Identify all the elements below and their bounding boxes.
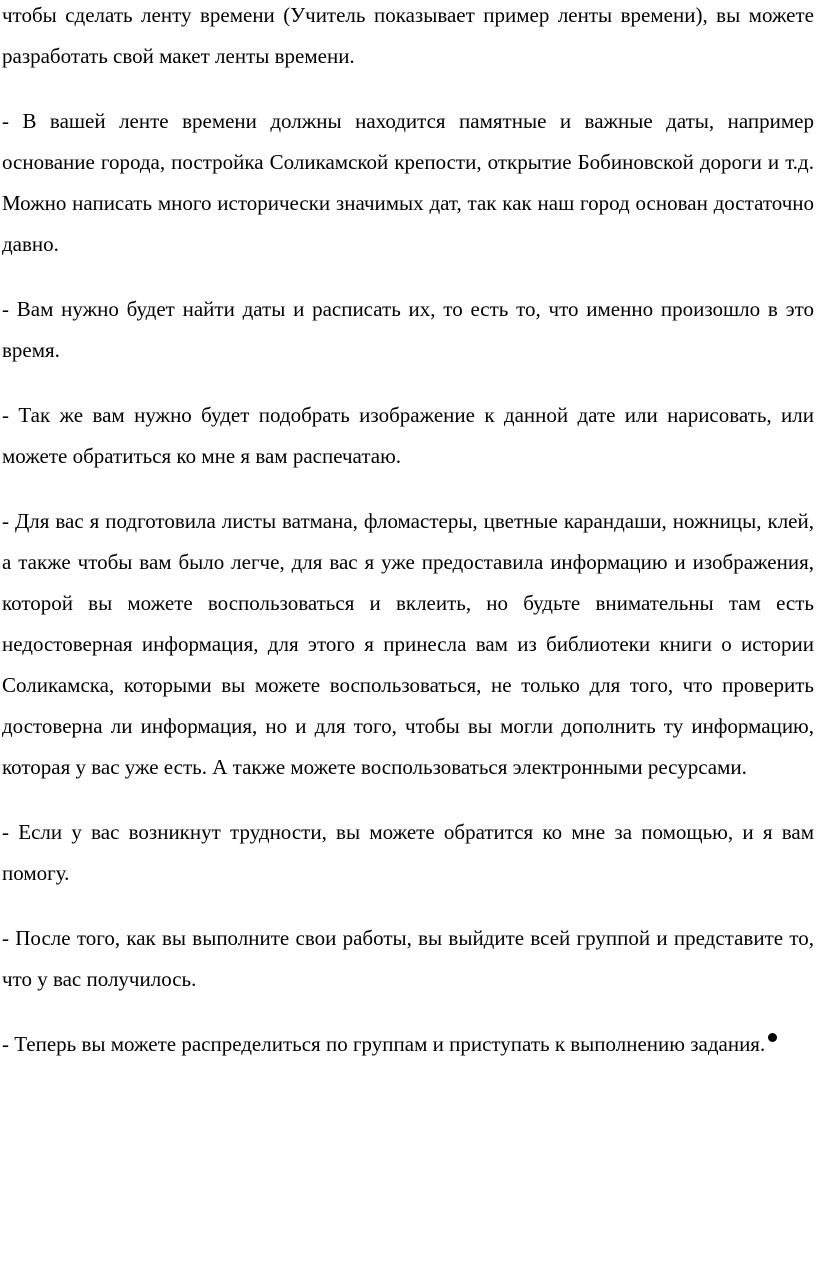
paragraph-find-dates: - Вам нужно будет найти даты и расписать их, то есть то, что именно произошло в это время. — [2, 297, 814, 362]
paragraph-help: - Если у вас возникнут трудности, вы можете обратится ко мне за помощью, и я вам помогу. — [2, 820, 814, 885]
paragraph-spacer — [2, 894, 814, 918]
paragraph-images: - Так же вам нужно будет подобрать изображение к данной дате или нарисовать, или можете обратиться ко мне я вам распечатаю. — [2, 403, 814, 468]
paragraph-present: - После того, как вы выполните свои работы, вы выйдите всей группой и представите то, что у вас получилось. — [2, 926, 814, 991]
paragraph-spacer — [2, 1000, 814, 1024]
paragraph-spacer — [2, 788, 814, 812]
paragraph-materials: - Для вас я подготовила листы ватмана, фломастеры, цветные карандаши, ножницы, клей, а также чтобы вам было легче, для вас я уже предоставила информацию и изображения, которой вы можете воспользоваться и вклеить, но будьте внимательны там есть недостоверная информация, для этого я принесла вам из библиотеки книги о истории Соликамска, которыми вы можете воспользоваться, не только для того, что проверить достоверна ли информация, но и для того, чтобы вы могли дополнить ту информацию, которая у вас уже есть. А также можете воспользоваться электронными ресурсами. — [2, 509, 814, 779]
paragraph-intro: чтобы сделать ленту времени (Учитель показывает пример ленты времени), вы можете разработать свой макет ленты времени. — [2, 3, 814, 68]
paragraph-final — [2, 1024, 814, 1065]
paragraph-spacer — [2, 477, 814, 501]
paragraph-final-text: - Теперь вы можете распределиться по группам и приступать к выполнению задания. — [2, 1032, 766, 1056]
paragraph-spacer — [2, 77, 814, 101]
paragraph-spacer — [2, 265, 814, 289]
paragraph-spacer — [2, 371, 814, 395]
bullet-dot-icon — [768, 1033, 777, 1042]
paragraph-dates: - В вашей ленте времени должны находится памятные и важные даты, например основание города, постройка Соликамской крепости, открытие Бобиновской дороги и т.д. Можно написать много исторически значимых дат, так как наш город основан достаточно давно. — [2, 109, 814, 256]
